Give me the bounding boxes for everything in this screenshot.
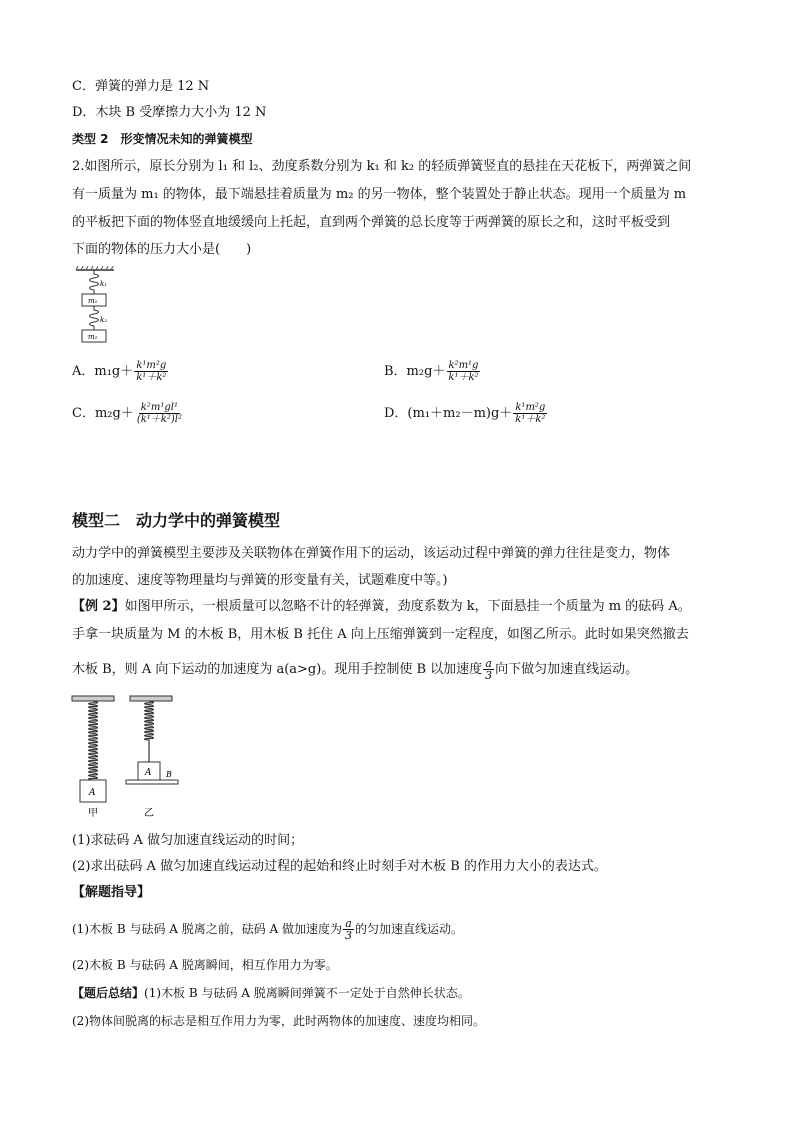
spring-yi [145,701,154,762]
fig-yi-caption: 乙 [144,808,154,819]
label-k1: k₁ [100,280,108,288]
option-d [384,402,548,425]
option-d-prev: D．木块 B 受摩擦力大小为 12 N [72,105,267,120]
option-c [72,402,185,425]
frac-a-den: 3 [485,669,493,682]
q2-line-1: 2.如图所示，原长分别为 l₁ 和 l₂、劲度系数分别为 k₁ 和 k₂ 的轻质弹簧竖直的悬挂在天花板下，两弹簧之间 [72,159,692,174]
model2-intro-2: 的加速度、速度等物理量均与弹簧的形变量有关，试题难度中等。) [72,573,448,588]
option-b-den: k¹＋k² [448,372,479,383]
summary-2: (2)物体间脱离的标志是相互作用力为零，此时两物体的加速度、速度均相同。 [72,1014,486,1028]
option-a-num: k¹m²g [136,360,167,371]
option-d-num: k¹m²g [515,402,546,413]
option-c-num: k²m¹gl¹ [140,402,178,413]
type2-heading: 类型 2 形变情况未知的弹簧模型 [72,132,253,146]
two-spring-figure [74,266,124,350]
question-1: (1)求砝码 A 做匀加速直线运动的时间； [72,833,304,848]
frac-a-num: a [485,657,492,670]
option-c-den: (k¹＋k²)l² [136,414,182,425]
question-2: (2)求出砝码 A 做匀加速直线运动过程的起始和终止时刻手对木板 B 的作用力大小的表达式。 [72,859,607,874]
example-text-4: 向下做匀加速直线运动。 [495,662,639,677]
spring-figure-jia-yi [70,694,190,820]
guide-1-post: 的匀加速直线运动。 [355,922,464,936]
guide-label: 【解题指导】 [72,885,151,900]
guide-1 [72,918,463,941]
example-line-3 [72,658,638,681]
option-b-prefix: B．m₂g＋ [384,364,446,379]
summary-1: (1)木板 B 与砝码 A 脱离瞬间弹簧不一定处于自然伸长状态。 [144,986,470,1000]
option-c-prefix: C．m₂g＋ [72,406,134,421]
label-m2: m₂ [88,333,98,341]
summary-1-line [72,984,470,1002]
block-a-yi-label: A [145,768,152,778]
option-a [72,360,169,383]
q2-line-4: 下面的物体的压力大小是( ) [72,242,252,257]
option-b [384,360,482,383]
guide-2: (2)木板 B 与砝码 A 脱离瞬间，相互作用力为零。 [72,958,338,972]
summary-label: 【题后总结】 [72,986,145,1000]
guide-1-pre: (1)木板 B 与砝码 A 脱离之前，砝码 A 做加速度为 [72,922,343,936]
q2-line-2: 有一质量为 m₁ 的物体，最下端悬挂着质量为 m₂ 的另一物体，整个装置处于静止状态。现用一个质量为 m [72,187,687,202]
option-d-prefix: D．(m₁＋m₂－m)g＋ [384,406,513,421]
example-line-1 [72,598,691,616]
example-text-3: 木板 B，则 A 向下运动的加速度为 a(a>g)。现用手控制使 B 以加速度 [72,662,483,677]
fig-jia-caption: 甲 [88,808,98,819]
option-a-den: k¹＋k² [136,372,167,383]
guide-frac-den: 3 [345,929,353,942]
spring-jia [89,701,98,780]
example-text-1: 如图甲所示，一根质量可以忽略不计的轻弹簧，劲度系数为 k，下面悬挂一个质量为 m 的砝码 A。 [124,599,691,614]
board-b-label: B [166,770,172,779]
example-line-2: 手拿一块质量为 M 的木板 B，用木板 B 托住 A 向上压缩弹簧到一定程度，如图乙所示。此时如果突然撤去 [72,627,689,642]
option-a-prefix: A．m₁g＋ [72,364,134,379]
label-k2: k₂ [100,316,108,324]
example-label: 【例 2】 [72,599,125,614]
option-d-den: k¹＋k² [515,414,546,425]
model2-title: 模型二 动力学中的弹簧模型 [72,511,281,530]
option-b-num: k²m¹g [448,360,479,371]
guide-frac-num: a [345,917,352,930]
option-c-prev: C．弹簧的弹力是 12 N [72,79,210,94]
label-m1: m₁ [88,297,98,305]
block-a-jia-label: A [89,788,96,798]
q2-line-3: 的平板把下面的物体竖直地缓缓向上托起，直到两个弹簧的总长度等于两弹簧的原长之和，这时平板受到 [72,215,671,230]
model2-intro-1: 动力学中的弹簧模型主要涉及关联物体在弹簧作用下的运动，该运动过程中弹簧的弹力往往是变力，物体 [72,546,671,561]
